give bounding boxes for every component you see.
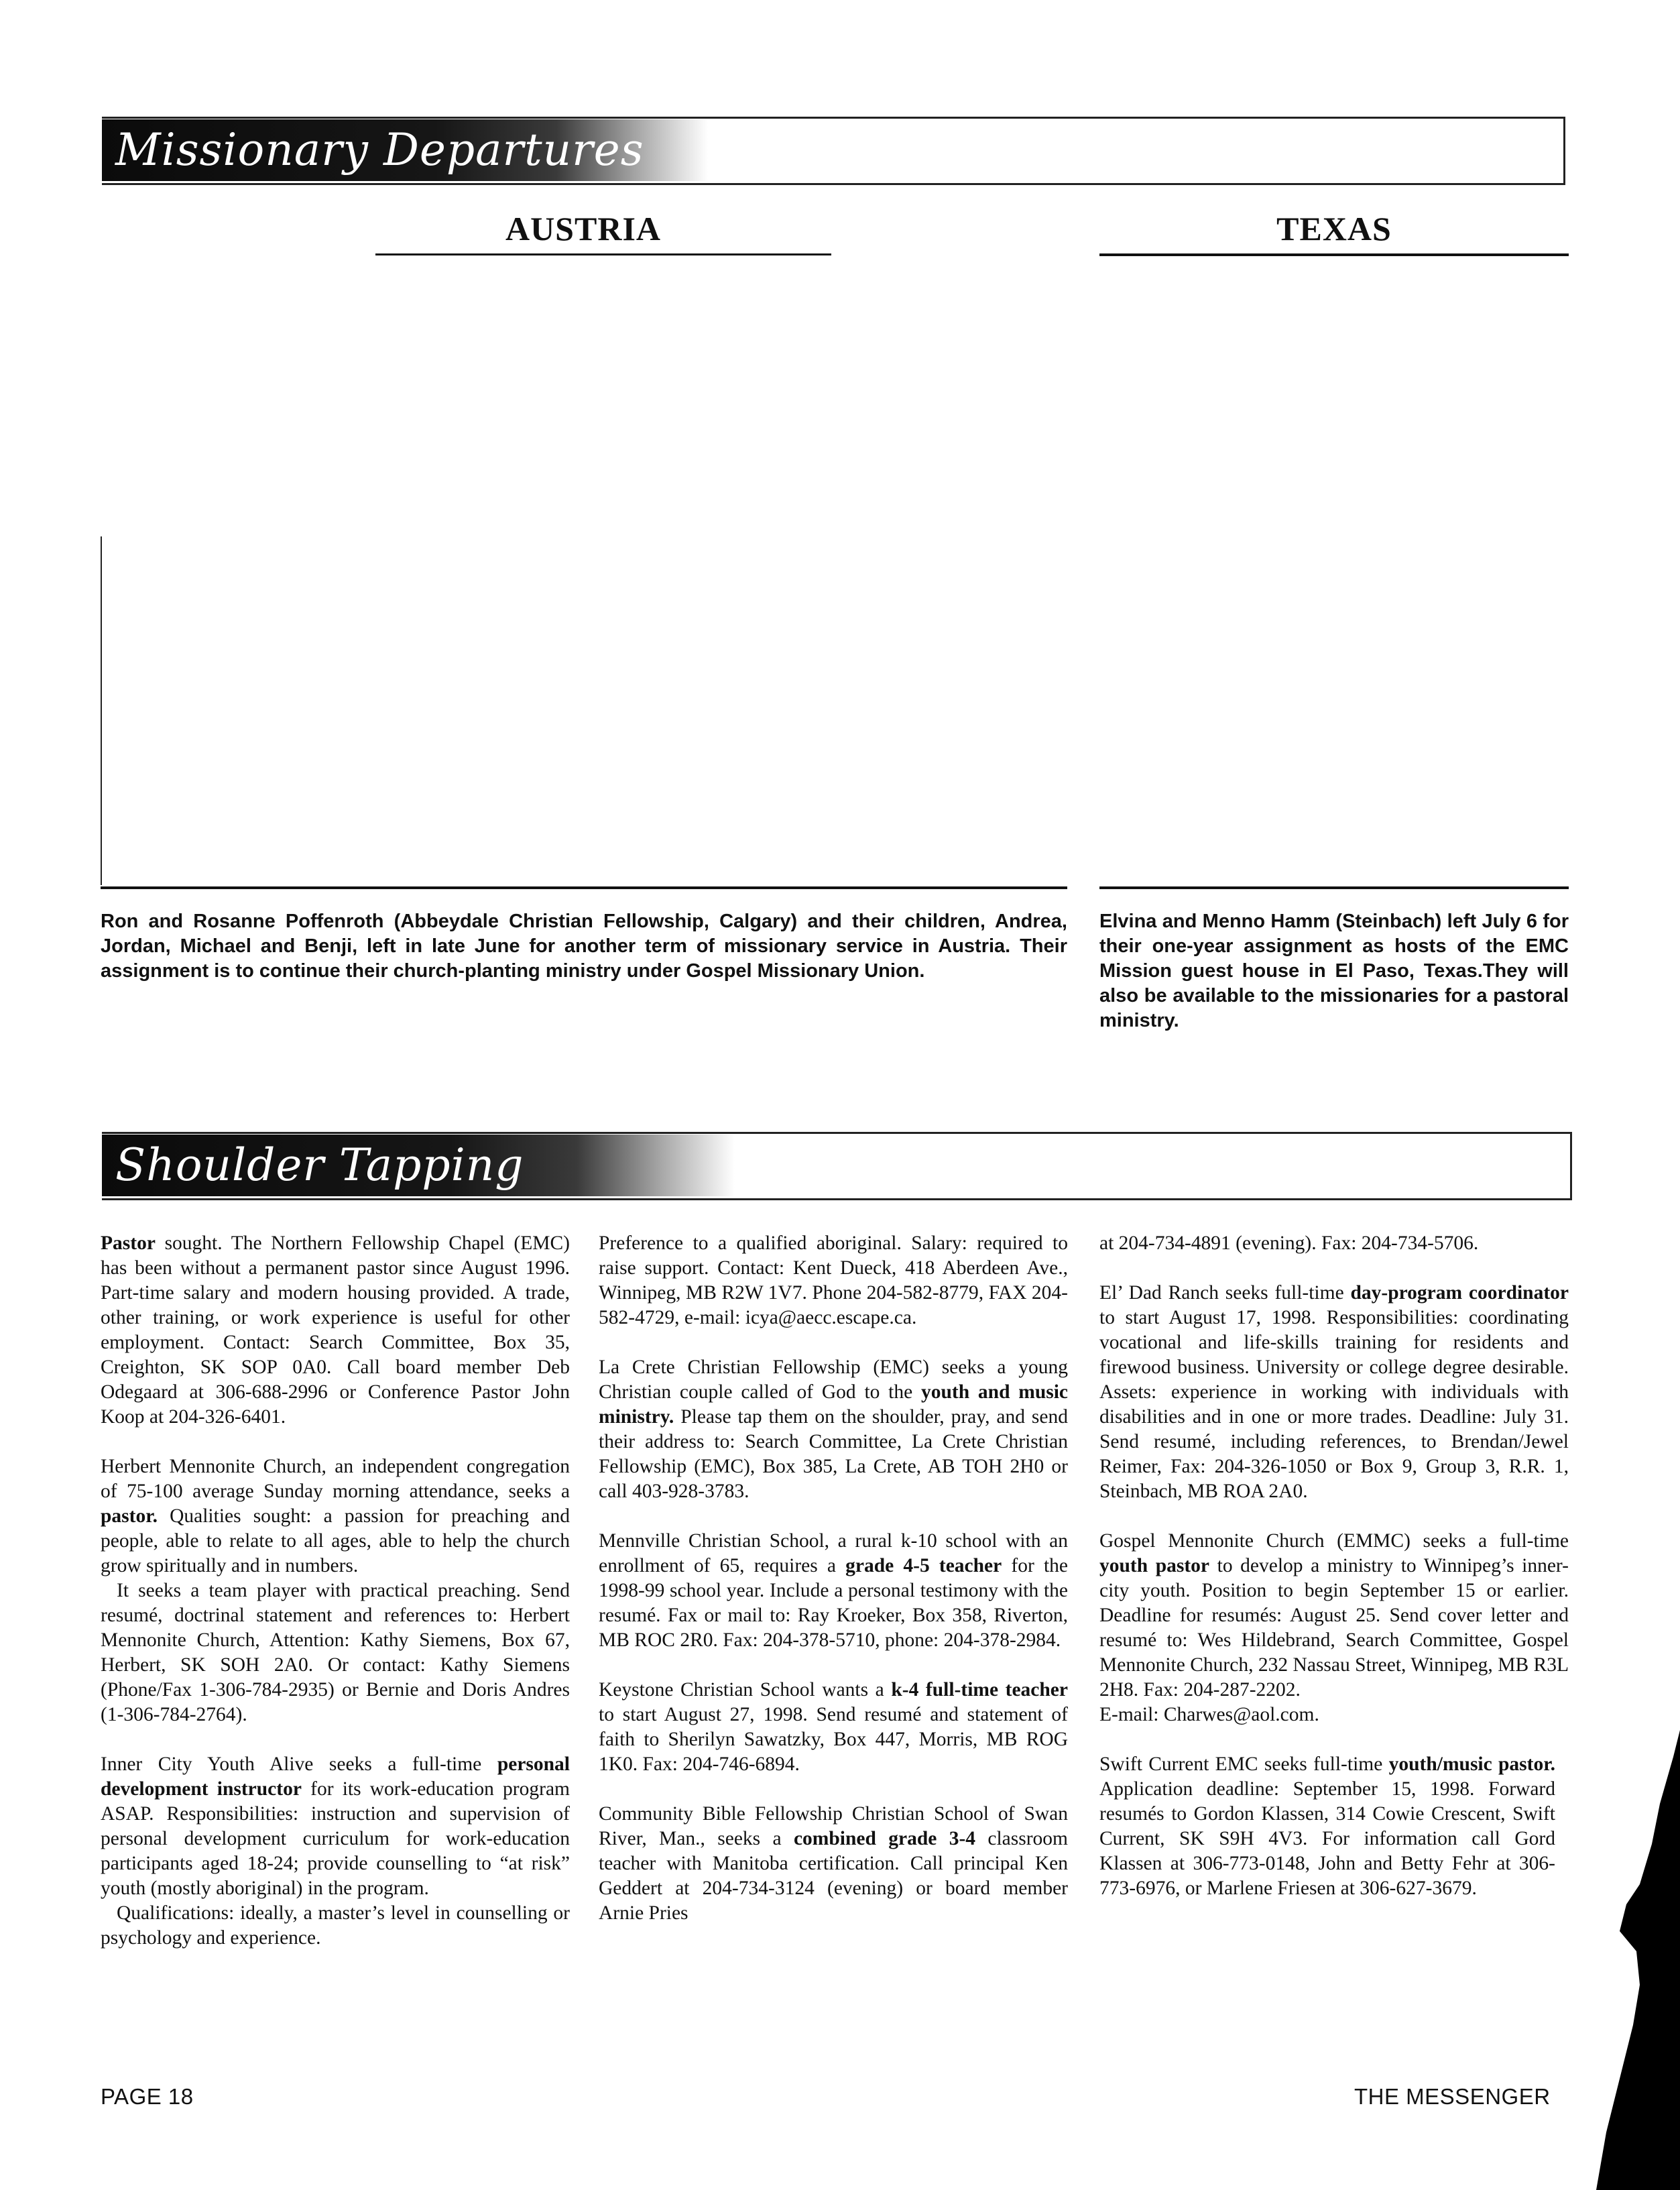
ad-gospel-email: E-mail: Charwes@aol.com.: [1099, 1704, 1319, 1725]
ad-keyword: k-4 full-time teacher: [891, 1679, 1068, 1701]
ad-community-bible-contd: at 204-734-4891 (evening). Fax: 204-734-5706.: [1099, 1232, 1479, 1254]
classifieds-column-1: [101, 1231, 570, 1951]
ad-keyword: youth/music pastor.: [1388, 1753, 1555, 1775]
ad-text: Please tap them on the shoulder, pray, and send their address to: Search Committee, La Crete Christian Fellowship (EMC), Box 385, La Crete, AB TOH 2H0 or call 403-928-3783.: [599, 1406, 1068, 1502]
ad-keyword: day-program coordinator: [1350, 1282, 1569, 1304]
page-number: PAGE 18: [101, 2084, 194, 2109]
ad-text: Swift Current EMC seeks full-time: [1099, 1753, 1389, 1775]
ad-keyword: personal development instructor: [101, 1753, 570, 1800]
texas-photo: [1099, 268, 1569, 885]
ad-keyword: pastor.: [101, 1505, 158, 1527]
ad-text: La Crete Christian Fellowship (EMC) seeks a young Christian couple called of God to the: [599, 1357, 1068, 1403]
austria-photo: [102, 268, 1067, 885]
ad-inner-city-youth: [101, 1752, 570, 1901]
classifieds-column-2: [599, 1231, 1068, 1951]
ad-text: to develop a ministry to Winnipeg’s inner-city youth. Position to begin September 15 or earlier. Deadline for resumés: August 25. Send cover letter and resumé to: Wes Hildebrand, Search Committee, Gospel Mennonite Church, 232 Nassau Street, Winnipeg, MB R3L 2H8. Fax: 204-287-2202.: [1099, 1555, 1569, 1701]
ad-text: Mennville Christian School, a rural k-10 school with an enrollment of 65, requires a: [599, 1530, 1068, 1576]
publication-name: THE MESSENGER: [1354, 2084, 1551, 2109]
ad-text: Qualities sought: a passion for preaching and people, able to relate to all ages, able to help the church grow spiritually and in numbers.: [101, 1505, 570, 1576]
ad-text: to start August 27, 1998. Send resumé and statement of faith to Sherilyn Sawatzky, Box 447, Morris, MB ROG 1K0. Fax: 204-746-6894.: [599, 1704, 1068, 1775]
ad-la-crete: [599, 1355, 1068, 1504]
texas-heading-rule: [1099, 253, 1569, 256]
ad-text: sought. The Northern Fellowship Chapel (EMC) has been without a permanent pastor since August 1996. Part-time salary and modern housing provided. A trade, other training, or work experience is useful for other employment. Contact: Search Committee, Box 35, Creighton, SK SOP 0A0. Call board member Deb Odegaard at 306-688-2996 or Conference Pastor John Koop at 204-326-6401.: [101, 1232, 570, 1428]
ad-text: Application deadline: September 15, 1998. Forward resumés to Gordon Klassen, 314 Cowie Crescent, Swift Current, SK S9H 4V3. For information call Gord Klassen at 306-773-0148, John and Betty Fehr at 306-773-6976, or Marlene Friesen at 306-627-3679.: [1099, 1778, 1555, 1899]
texas-heading: TEXAS: [1276, 210, 1392, 247]
ad-text: to start August 17, 1998. Responsibilities: coordinating vocational and life-skills training for residents and firewood business. University or college degree desirable. Assets: experience in working with individuals with disabilities and in one or more trades. Deadline: July 31. Send resumé, including references, to Brendan/Jewel Reimer, Fax: 204-326-1050 or Box 9, Group 3, R.R. 1, Steinbach, MB ROA 2A0.: [1099, 1307, 1569, 1502]
ad-text: Keystone Christian School wants a: [599, 1679, 892, 1701]
ad-text: Community Bible Fellowship Christian School of Swan River, Man., seeks a: [599, 1803, 1068, 1849]
texas-photo-bottom-rule: [1099, 886, 1569, 889]
ad-keyword: combined grade 3-4: [793, 1828, 976, 1849]
ad-gospel-mennonite: [1099, 1529, 1569, 1703]
missionary-banner-title: Missionary Departures: [102, 119, 708, 181]
ad-swift-current: [1099, 1752, 1555, 1901]
ad-text: classroom teacher with Manitoba certification. Call principal Ken Geddert at 204-734-3124 (evening) or board member Arnie Pries: [599, 1828, 1068, 1924]
ad-text: Herbert Mennonite Church, an independent congregation of 75-100 average Sunday morning attendance, seeks a: [101, 1456, 570, 1502]
ad-northern-fellowship: [101, 1231, 570, 1430]
classifieds-column-3: [1099, 1231, 1569, 1926]
austria-photo-bottom-rule: [101, 886, 1067, 889]
ad-text: for the 1998-99 school year. Include a personal testimony with the resumé. Fax or mail to: Ray Kroeker, Box 358, Riverton, MB ROC 2R0. Fax: 204-378-5710, phone: 204-378-2984.: [599, 1555, 1068, 1651]
ad-text: for its work-education program ASAP. Responsibilities: instruction and supervision of personal development curriculum for work-education participants aged 18-24; provide counselling to “at risk” youth (mostly aboriginal) in the program.: [101, 1778, 570, 1899]
torn-edge-shadow: [1573, 1730, 1680, 2190]
austria-caption: Ron and Rosanne Poffenroth (Abbeydale Christian Fellowship, Calgary) and their children, Andrea, Jordan, Michael and Benji, left in late June for another term of missionary service in Austria. Their assignment is to continue their church-planting ministry under Gospel Missionary Union.: [101, 911, 1067, 982]
ad-herbert-mennonite: [101, 1454, 570, 1578]
ad-keyword: Pastor: [101, 1232, 156, 1254]
ad-text: Gospel Mennonite Church (EMMC) seeks a full-time: [1099, 1530, 1569, 1552]
ad-keyword: grade 4-5 teacher: [845, 1555, 1002, 1576]
texas-caption: Elvina and Menno Hamm (Steinbach) left July 6 for their one-year assignment as hosts of the EMC Mission guest house in El Paso, Texas.They will also be available to the missionaries for a pastoral ministry.: [1099, 911, 1569, 1031]
ad-inner-city-qualifications: Qualifications: ideally, a master’s level in counselling or psychology and experience.: [101, 1902, 570, 1949]
ad-herbert-mennonite-contd: It seeks a team player with practical preaching. Send resumé, doctrinal statement and references to: Herbert Mennonite Church, Attention: Kathy Siemens, Box 67, Herbert, SK SOH 2A0. Or contact: Kathy Siemens (Phone/Fax 1-306-784-2935) or Bernie and Doris Andres (1-306-784-2764).: [101, 1580, 570, 1725]
ad-mennville: [599, 1529, 1068, 1653]
ad-keyword: youth and music ministry.: [599, 1381, 1068, 1428]
ad-el-dad-ranch: [1099, 1281, 1569, 1504]
ad-text: El’ Dad Ranch seeks full-time: [1099, 1282, 1351, 1304]
ad-inner-city-contact: Preference to a qualified aboriginal. Salary: required to raise support. Contact: Kent Dueck, 418 Aberdeen Ave., Winnipeg, MB R2W 1V7. Phone 204-582-8779, FAX 204-582-4729, e-mail: icya@aecc.escape.ca.: [599, 1232, 1068, 1328]
shoulder-banner-title: Shoulder Tapping: [102, 1135, 735, 1196]
ad-keystone: [599, 1678, 1068, 1777]
austria-heading: AUSTRIA: [505, 210, 662, 247]
austria-heading-rule: [375, 253, 831, 255]
ad-text: Inner City Youth Alive seeks a full-time: [101, 1753, 497, 1775]
ad-keyword: youth pastor: [1099, 1555, 1210, 1576]
ad-community-bible: [599, 1802, 1068, 1926]
